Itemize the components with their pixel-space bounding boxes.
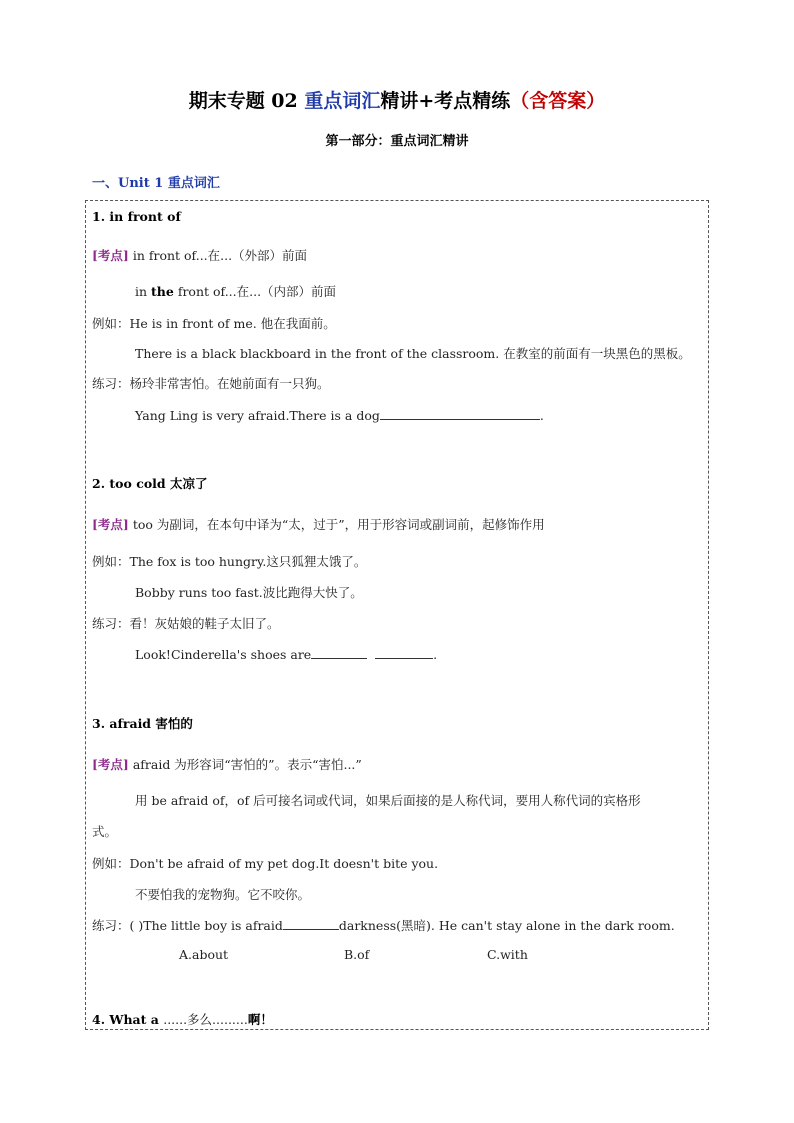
item3-practice1 [92,916,675,934]
item4-heading-mid: ......多么......... [163,1012,248,1027]
option-b[interactable]: B.of [344,947,370,962]
item2-prac2-end: . [433,647,438,662]
title-blue: 重点词汇 [304,90,381,112]
item1-point-text: in front of...在...（外部）前面 [128,248,308,263]
item3-prac1-b: darkness(黑暗). He can't stay alone in the dark room. [338,918,675,933]
item1-ex1-text: He is in front of me. 他在我面前。 [129,316,336,331]
item2-heading: 2. too cold 太凉了 [92,476,208,491]
answer-blank[interactable] [380,408,540,420]
kaodian-tag: [考点] [92,248,129,263]
item3-point3: 式。 [92,824,118,839]
practice-label: 练习： [92,918,130,933]
item2-prac1-text: 看！灰姑娘的鞋子太旧了。 [129,616,280,631]
item2-prac2-text: Look!Cinderella's shoes are [135,647,312,662]
answer-blank[interactable] [311,647,367,659]
item3-point2: 用 be afraid of，of 后可接名词或代词，如果后面接的是人称代词，要用人称代词的宾格形 [135,793,641,808]
example-label: 例如： [92,554,130,569]
item3-example1 [92,854,438,872]
item1-prac2-text: Yang Ling is very afraid.There is a dog [135,408,380,423]
item2-ex1-text: The fox is too hungry.这只狐狸太饿了。 [129,554,367,569]
item4-heading-pre: 4. What a [92,1012,164,1027]
item3-point-text: afraid 为形容词“害怕的”。表示“害怕...” [128,757,362,772]
kaodian-tag: [考点] [92,517,129,532]
option-c[interactable]: C.with [487,947,528,962]
page-title [0,86,794,113]
kaodian-tag: [考点] [92,757,129,772]
item1-example2: There is a black blackboard in the front of the classroom. 在教室的前面有一块黑色的黑板。 [135,346,691,361]
practice-label: 练习： [92,616,130,631]
item2-point [92,515,545,533]
item1-point2-post: front of...在...（内部）前面 [173,284,337,299]
practice-label: 练习： [92,376,130,391]
item3-point [92,755,362,773]
item1-point2-pre: in [135,284,152,299]
item1-prac1-text: 杨玲非常害怕。在她前面有一只狗。 [129,376,330,391]
item2-practice1 [92,614,280,632]
item3-example2: 不要怕我的宠物狗。它不咬你。 [135,887,311,902]
answer-blank[interactable] [375,647,433,659]
section-heading: 一、Unit 1 重点词汇 [92,176,220,191]
item2-example2: Bobby runs too fast.波比跑得大快了。 [135,585,363,600]
item4-heading [92,1010,273,1028]
example-label: 例如： [92,856,130,871]
example-label: 例如： [92,316,130,331]
item3-prac1-a: ( )The little boy is afraid [129,918,283,933]
title-part2: 精讲+考点精练 [380,90,511,112]
item1-point [92,246,307,264]
option-a[interactable]: A.about [179,947,229,962]
item3-heading: 3. afraid 害怕的 [92,716,193,731]
title-part1: 期末专题 02 [188,90,305,112]
item3-ex1-text: Don't be afraid of my pet dog.It doesn't bite you. [129,856,439,871]
answer-blank[interactable] [283,918,339,930]
item1-prac2-end: . [539,408,544,423]
page-subtitle: 第一部分：重点词汇精讲 [325,134,469,149]
item2-practice2 [135,647,437,662]
item4-heading-post: 啊！ [247,1012,273,1027]
item1-practice1 [92,374,330,392]
item2-point-text: too 为副词，在本句中译为“太，过于”，用于形容词或副词前，起修饰作用 [128,517,545,532]
title-red: （含答案） [510,90,606,112]
item1-point2 [135,282,336,300]
item1-point2-bold: the [151,284,174,299]
item1-heading: 1. in front of [92,209,181,224]
item1-example1 [92,314,336,332]
item2-example1 [92,552,366,570]
item1-practice2 [135,408,544,423]
